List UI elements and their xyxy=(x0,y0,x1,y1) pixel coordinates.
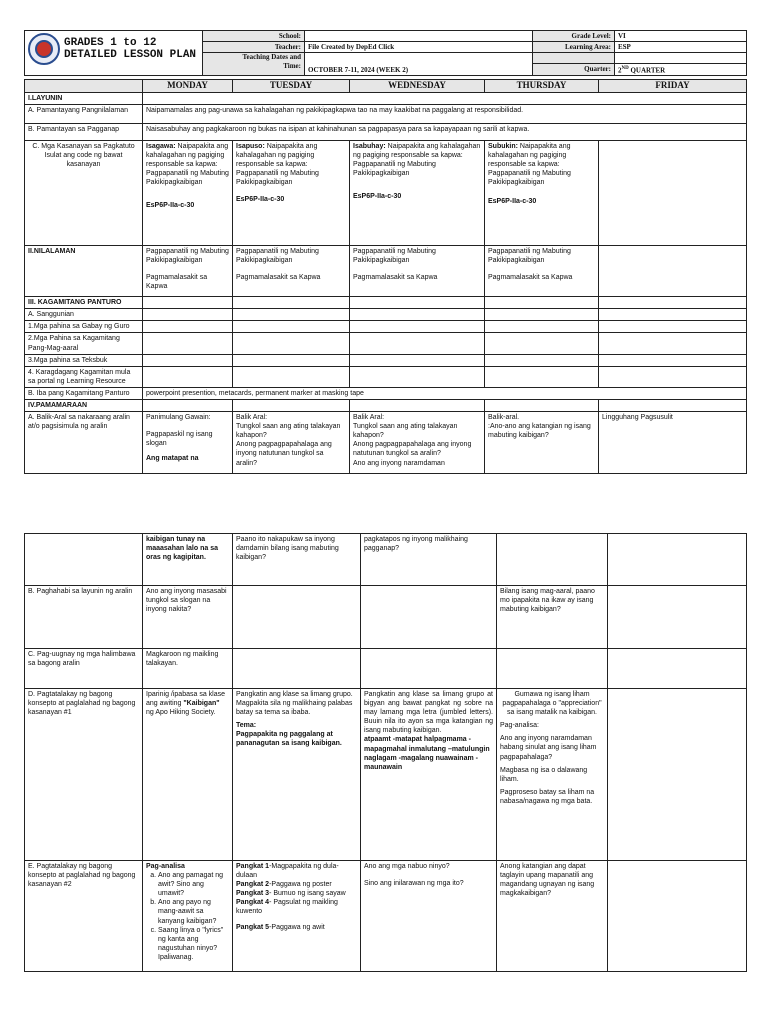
d-tue-tema: Tema: xyxy=(236,722,257,730)
day-wednesday: WEDNESDAY xyxy=(350,80,485,93)
pangkat-2-label: Pangkat 2 xyxy=(236,881,270,889)
pamantayan-pagganap-text: Naisasabuhay ang pagkakaroon ng bukas na isipan at kahinahunan sa pagpapasya para sa kapayapaan ng sarili at kapwa. xyxy=(143,123,747,140)
d-thu-2: Pag-analisa: xyxy=(500,722,539,730)
code-wed: EsP6P-IIa-c-30 xyxy=(353,193,402,201)
paghahabi-thursday: Bilang isang mag-aaral, paano mo ipapakita na ikaw ay isang mabuting kaibigan? xyxy=(497,586,608,649)
quarter-sup: ND xyxy=(621,66,629,71)
pagtatalakay-1-thursday xyxy=(497,689,608,861)
d-thu-5: Pagproseso batay sa liham na nabasa/nagawa ng mga bata. xyxy=(500,788,595,805)
nil-wed-2: Pagmamalasakit sa Kapwa xyxy=(353,273,438,281)
day-thursday: THURSDAY xyxy=(485,80,599,93)
lesson-plan-page-2 xyxy=(24,533,746,972)
lesson-plan-header xyxy=(24,30,746,76)
kasanayan-tue-head: Isapuso: xyxy=(236,142,265,150)
title-line-1: GRADES 1 to 12 xyxy=(64,37,157,49)
row-label-paghahabi: B. Paghahabi sa layunin ng aralin xyxy=(25,586,143,649)
corner-cell xyxy=(25,80,143,93)
section-nilalaman: II.NILALAMAN xyxy=(25,245,143,296)
balik-aral-thursday xyxy=(485,412,599,474)
row-label-pagtatalakay-1: D. Pagtatalakay ng bagong konsepto at paglalahad ng bagong kasanayan #1 xyxy=(25,689,143,861)
pangkat-3-label: Pangkat 3 xyxy=(236,890,270,898)
kasanayan-mon-text: Naipapakita ang kahalagahan ng pagiging responsable sa kapwa: Pagpapanatili ng Mabuting Pakikipagkaibigan xyxy=(146,142,229,187)
d-thu-3: Ano ang inyong naramdaman habang sinulat ang isang liham pagpapahalaga? xyxy=(500,735,597,761)
row-label-iba-pang-kagamitan: B. Iba pang Kagamitang Panturo xyxy=(25,387,143,399)
balik-wed-1: Balik Aral: xyxy=(353,414,385,422)
pagtatalakay-2-thursday: Anong katangian ang dapat taglayin upang mapanatili ang magandang ugnayan ng isang magkakaibigan? xyxy=(497,861,608,972)
kasanayan-monday xyxy=(143,140,233,245)
kasanayan-wed-text: Naipapakita ang kahalagahan ng pagiging responsable sa kapwa: Pagpapanatili ng Mabuting Pakikipagkaibigan xyxy=(353,142,481,178)
balik-mon-3: Ang matapat na xyxy=(146,455,199,463)
pangkat-1-text: -Magpapakita ng dula-dulaan xyxy=(236,863,339,880)
code-thu: EsP6P-IIa-c-30 xyxy=(488,198,537,206)
row-label-karagdagang-kagamitan: 4. Karagdagang Kagamitan mula sa portal ng Learning Resource xyxy=(25,366,143,387)
nil-wed-1: Pagpapanatili ng Mabuting Pakikipagkaibigan xyxy=(353,247,436,264)
pamantayang-pangnilalaman-text: Naipamamalas ang pag-unawa sa kahalagahan ng pakikipagkapwa tao na may kaakibat na paggalang at responsibilidad. xyxy=(143,104,747,123)
d-tue-2: Pagpapakita ng paggalang at pananagutan sa isang kaibigan. xyxy=(236,731,342,748)
balik-mon-2: Pagpapaskil ng isang slogan xyxy=(146,431,213,448)
continued-tuesday: Paano ito nakapukaw sa inyong damdamin bilang isang mabuting kaibigan? xyxy=(233,534,361,586)
section-pamamaraan: IV.PAMAMARAAN xyxy=(25,400,143,412)
code-mon: EsP6P-IIa-c-30 xyxy=(146,202,195,210)
paghahabi-monday: Ano ang inyong masasabi tungkol sa slogan na inyong nakita? xyxy=(143,586,233,649)
balik-wed-2: Tungkol saan ang ating talakayan kahapon? xyxy=(353,423,458,440)
kasanayan-thu-head: Subukin: xyxy=(488,142,518,150)
grade-label: Grade Level: xyxy=(533,31,615,42)
school-label: School: xyxy=(203,31,305,42)
row-label-pamantayang-pangnilalaman: A. Pamantayang Pangnilalaman xyxy=(25,104,143,123)
pagtatalakay-2-tuesday xyxy=(233,861,361,972)
kasanayan-thu-text: Naipapakita ang kahalagahan ng pagiging responsable sa kapwa: Pagpapanatili ng Mabuting Pakikipagkaibigan xyxy=(488,142,571,187)
empty-label xyxy=(533,53,615,64)
quarter-value xyxy=(615,64,747,76)
nil-tue-1: Pagpapanatili ng Mabuting Pakikipagkaibigan xyxy=(236,247,319,264)
code-tue: EsP6P-IIa-c-30 xyxy=(236,196,285,204)
balik-aral-wednesday xyxy=(350,412,485,474)
title-line-2: DETAILED LESSON PLAN xyxy=(64,49,197,61)
question-a: a. Ano ang pamagat ng awit? Sino ang umawit? xyxy=(158,871,229,898)
dates-value: OCTOBER 7-11, 2024 (WEEK 2) xyxy=(305,53,533,76)
continued-wednesday: pagkatapos ng inyong malikhaing pagganap? xyxy=(361,534,497,586)
row-label-kasanayan: C. Mga Kasanayan sa Pagkatuto Isulat ang code ng bawat kasanayan xyxy=(25,140,143,245)
pangkat-5-label: Pangkat 5 xyxy=(236,923,270,931)
balik-thu-1: Balik-aral. xyxy=(488,414,520,422)
d-mon-2: ng Apo Hiking Society. xyxy=(146,709,216,717)
dates-label-1: Teaching Dates and xyxy=(242,53,301,61)
balik-aral-tuesday xyxy=(233,412,350,474)
nilalaman-friday xyxy=(599,245,747,296)
d-mon-bold: "Kaibigan" xyxy=(183,700,220,708)
nilalaman-wednesday xyxy=(350,245,485,296)
quarter-suffix: QUARTER xyxy=(628,66,666,75)
row-label-pagtatalakay-2: E. Pagtatalakay ng bagong konsepto at paglalahad ng bagong kasanayan #2 xyxy=(25,861,143,972)
empty-row xyxy=(143,92,747,104)
pangkat-1-label: Pangkat 1 xyxy=(236,863,270,870)
analysis-questions xyxy=(146,871,229,962)
continued-friday xyxy=(608,534,747,586)
teacher-label: Teacher: xyxy=(203,42,305,53)
row-label-pag-uugnay: C. Pag-uugnay ng mga halimbawa sa bagong aralin xyxy=(25,649,143,689)
row-label-sanggunian: A. Sanggunian xyxy=(25,309,143,321)
quarter-label: Quarter: xyxy=(533,64,615,76)
row-label-gabay: 1.Mga pahina sa Gabay ng Guro xyxy=(25,321,143,333)
pangkat-4-label: Pangkat 4 xyxy=(236,899,270,907)
nilalaman-tuesday xyxy=(233,245,350,296)
balik-aral-monday xyxy=(143,412,233,474)
nil-thu-1: Pagpapanatili ng Mabuting Pakikipagkaibigan xyxy=(488,247,571,264)
continued-thursday xyxy=(497,534,608,586)
lesson-table-1 xyxy=(24,79,747,474)
balik-aral-friday: Lingguhang Pagsusulit xyxy=(599,412,747,474)
continued-label xyxy=(25,534,143,586)
balik-tue-3: Anong pagpagpapahalaga ang inyong natutunan tungkol sa aralin? xyxy=(236,441,332,467)
nilalaman-thursday xyxy=(485,245,599,296)
d-wed-1: Pangkatin ang klase sa limang grupo at bigyan ang bawat pangkat ng sobre na may lamang mga letra (jumbled letters). Buuin nila ito ayon sa mga katangian ng isang mabuting kaibigan. xyxy=(364,691,493,735)
balik-thu-2: :Ano-ano ang katangian ng isang mabuting kaibigan? xyxy=(488,423,591,440)
pangkat-5-text: -Paggawa ng awit xyxy=(269,923,325,931)
d-tue-1: Pangkatin ang klase sa limang grupo. Magpakita sila ng malikhaing palabas batay sa tema sa ibaba. xyxy=(236,691,353,717)
nilalaman-monday xyxy=(143,245,233,296)
nil-tue-2: Pagmamalasakit sa Kapwa xyxy=(236,273,321,281)
kasanayan-friday xyxy=(599,140,747,245)
e-mon-head: Pag-analisa xyxy=(146,863,185,870)
deped-seal-icon xyxy=(28,33,60,65)
d-thu-4: Magbasa ng isa o dalawang liham. xyxy=(500,766,588,783)
day-friday: FRIDAY xyxy=(599,80,747,93)
nil-mon-1: Pagpapanatili ng Mabuting Pakikipagkaibigan xyxy=(146,247,229,264)
lesson-table-2 xyxy=(24,533,747,972)
pag-uugnay-monday: Magkaroon ng maikling talakayan. xyxy=(143,649,233,689)
section-layunin: I.LAYUNIN xyxy=(25,92,143,104)
section-kagamitan: III. KAGAMITANG PANTURO xyxy=(25,297,143,309)
pangkat-4-text: - Pagsulat ng maikling kuwento xyxy=(236,899,338,916)
header-title-cell xyxy=(25,31,203,76)
header-table xyxy=(24,30,747,76)
e-wed-1: Ano ang mga nabuo ninyo? xyxy=(364,863,450,870)
pagtatalakay-2-wednesday xyxy=(361,861,497,972)
d-thu-1: Gumawa ng isang liham pagpapahalaga o "appreciation" sa isang matalik na kaibigan. xyxy=(502,691,602,717)
lesson-plan-page-1 xyxy=(24,79,746,474)
balik-mon-1: Panimulang Gawain: xyxy=(146,414,211,422)
nil-thu-2: Pagmamalasakit sa Kapwa xyxy=(488,273,573,281)
pagtatalakay-2-monday xyxy=(143,861,233,972)
balik-tue-1: Balik Aral: xyxy=(236,414,268,422)
row-label-balik-aral: A. Balik-Aral sa nakaraang aralin at/o pagsisimula ng aralin xyxy=(25,412,143,474)
pagtatalakay-1-tuesday xyxy=(233,689,361,861)
grade-value: VI xyxy=(615,31,747,42)
day-monday: MONDAY xyxy=(143,80,233,93)
nil-mon-2: Pagmamalasakit sa Kapwa xyxy=(146,273,208,291)
school-value xyxy=(305,31,533,42)
continued-monday: kaibigan tunay na maaasahan lalo na sa oras ng kagipitan. xyxy=(143,534,233,586)
pagtatalakay-1-wednesday xyxy=(361,689,497,861)
area-label: Learning Area: xyxy=(533,42,615,53)
kasanayan-wednesday xyxy=(350,140,485,245)
e-wed-2: Sino ang inilarawan ng mga ito? xyxy=(364,880,464,888)
empty-value xyxy=(615,53,747,64)
pagtatalakay-1-monday xyxy=(143,689,233,861)
quarter-num: 2 xyxy=(618,66,622,75)
balik-tue-2: Tungkol saan ang ating talakayan kahapon? xyxy=(236,423,341,440)
row-label-kagamitang-pang-mag-aaral: 2.Mga Pahina sa Kagamitang Pang-Mag-aaral xyxy=(25,333,143,354)
pangkat-2-text: -Paggawa ng poster xyxy=(269,881,332,889)
kasanayan-wed-head: Isabuhay: xyxy=(353,142,386,150)
dates-label xyxy=(203,53,305,76)
day-tuesday: TUESDAY xyxy=(233,80,350,93)
kasanayan-mon-head: Isagawa: xyxy=(146,142,176,150)
balik-wed-3: Anong pagpagpapahalaga ang inyong natutunan tungkol sa aralin? xyxy=(353,441,472,458)
kasanayan-tue-text: Naipapakita ang kahalagahan ng pagiging responsable sa kapwa: Pagpapanatili ng Mabuting Pakikipagkaibigan xyxy=(236,142,319,187)
iba-pang-kagamitan-text: powerpoint presention, metacards, permanent marker at masking tape xyxy=(143,387,747,399)
balik-wed-4: Ano ang inyong naramdaman xyxy=(353,459,445,467)
d-mon-1: Iparinig /ipabasa sa klase ang awiting xyxy=(146,691,225,708)
row-label-teksbuk: 3.Mga pahina sa Teksbuk xyxy=(25,354,143,366)
question-b: b. Ano ang payo ng mang-aawit sa kanyang kaibigan? xyxy=(158,898,229,925)
d-wed-words: atpaamt -matapat halpagmama -mapagmahal inmalutang –matulungin naglagam -magalang nuawainam -maunawain xyxy=(364,736,490,771)
kasanayan-tuesday xyxy=(233,140,350,245)
kasanayan-thursday xyxy=(485,140,599,245)
row-label-pamantayan-pagganap: B. Pamantayan sa Pagganap xyxy=(25,123,143,140)
area-value: ESP xyxy=(615,42,747,53)
teacher-value: File Created by DepEd Click xyxy=(305,42,533,53)
dates-label-2: Time: xyxy=(283,62,301,70)
pangkat-3-text: - Bumuo ng isang sayaw xyxy=(269,890,346,898)
question-c: c. Saang linya o "lyrics" ng kanta ang nagustuhan ninyo? Ipaliwanag. xyxy=(158,926,229,962)
